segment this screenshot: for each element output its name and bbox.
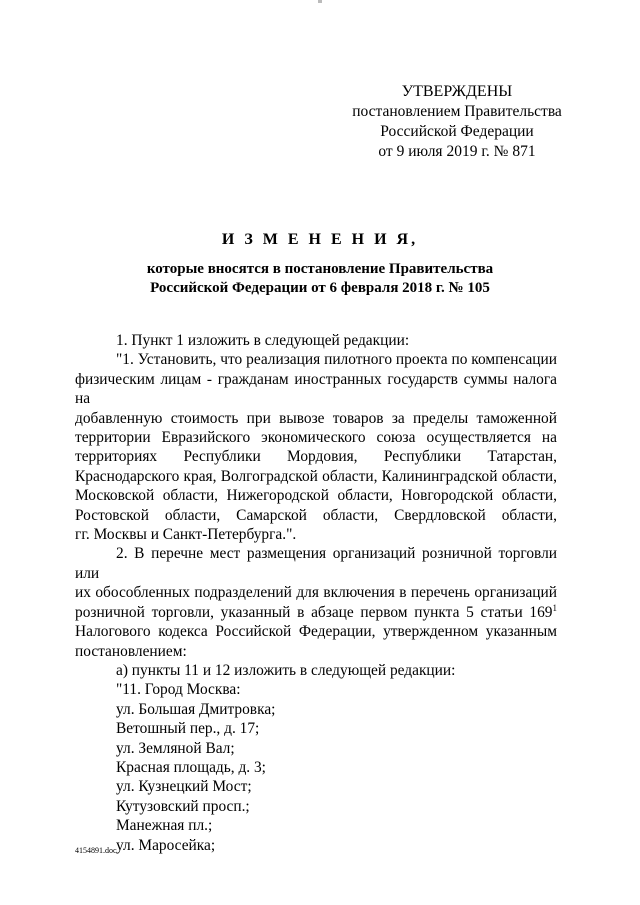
paragraph-2-line-3 — [75, 603, 557, 622]
quote-line-7: Московской области, Нижегородской области, Новгородской области, — [75, 487, 557, 505]
approval-heading: УТВЕРЖДЕНЫ — [401, 83, 513, 100]
list-item: ул. Кузнецкий Мост; — [116, 778, 252, 796]
list-item: ул. Земляной Вал; — [116, 739, 235, 757]
title-subtitle-line-1: которые вносятся в постановление Правительства — [146, 261, 494, 277]
paragraph-1: 1. Пункт 1 изложить в следующей редакции: — [116, 332, 410, 349]
quote-line-1: "1. Установить, что реализация пилотного проекта по компенсации — [116, 351, 557, 369]
paragraph-2-line-3-text: розничной торговли, указанный в абзаце первом пункта 5 статьи 169 — [75, 603, 553, 621]
list-item: Ветошный пер., д. 17; — [116, 720, 260, 738]
approval-line-2: Российской Федерации — [380, 123, 534, 140]
page-top-mark — [318, 0, 322, 3]
approval-line-3: от 9 июля 2019 г. № 871 — [378, 143, 536, 160]
title-subtitle-line-2: Российской Федерации от 6 февраля 2018 г. № 105 — [150, 280, 490, 296]
list-item: "11. Город Москва: — [116, 681, 241, 699]
title-subtitle — [80, 260, 560, 298]
quote-line-3: добавленную стоимость при вывозе товаров за пределы таможенной — [75, 409, 557, 427]
document-body — [75, 331, 557, 855]
document-title — [80, 230, 560, 298]
paragraph-2-line-5: постановлением: — [75, 642, 187, 660]
list-item: ул. Большая Дмитровка; — [116, 700, 276, 718]
quote-line-4: территории Евразийского экономического союза осуществляется на — [75, 429, 557, 447]
quote-line-6: Краснодарского края, Волгоградской области, Калининградской области, — [75, 467, 557, 485]
list-item: Кутузовский просп.; — [116, 797, 250, 815]
list-item: Красная площадь, д. 3; — [116, 758, 266, 776]
footer-doc-id: 4154891.doc — [75, 846, 117, 855]
paragraph-2-line-4: Налогового кодекса Российской Федерации, утвержденном указанным — [75, 623, 557, 641]
quote-line-5: территориях Республики Мордовия, Республики Татарстан, — [75, 448, 557, 466]
approval-stamp — [330, 82, 584, 162]
article-superscript: 1 — [552, 602, 557, 613]
list-item: Манежная пл.; — [116, 817, 213, 835]
quote-line-8: Ростовской области, Самарской области, Свердловской области, — [75, 506, 557, 524]
title-main: И З М Е Н Е Н И Я, — [221, 231, 419, 248]
subparagraph-a: а) пункты 11 и 12 изложить в следующей редакции: — [116, 661, 456, 679]
paragraph-2-line-2: их обособленных подразделений для включения в перечень организаций — [75, 584, 557, 602]
paragraph-2-line-1: 2. В перечне мест размещения организаций розничной торговли или — [75, 545, 557, 582]
approval-line-1: постановлением Правительства — [352, 103, 562, 120]
list-item: ул. Маросейка; — [116, 836, 216, 854]
quote-line-2: физическим лицам - гражданам иностранных государств суммы налога на — [75, 370, 557, 408]
quote-line-9: гг. Москвы и Санкт-Петербурга.". — [75, 526, 297, 544]
